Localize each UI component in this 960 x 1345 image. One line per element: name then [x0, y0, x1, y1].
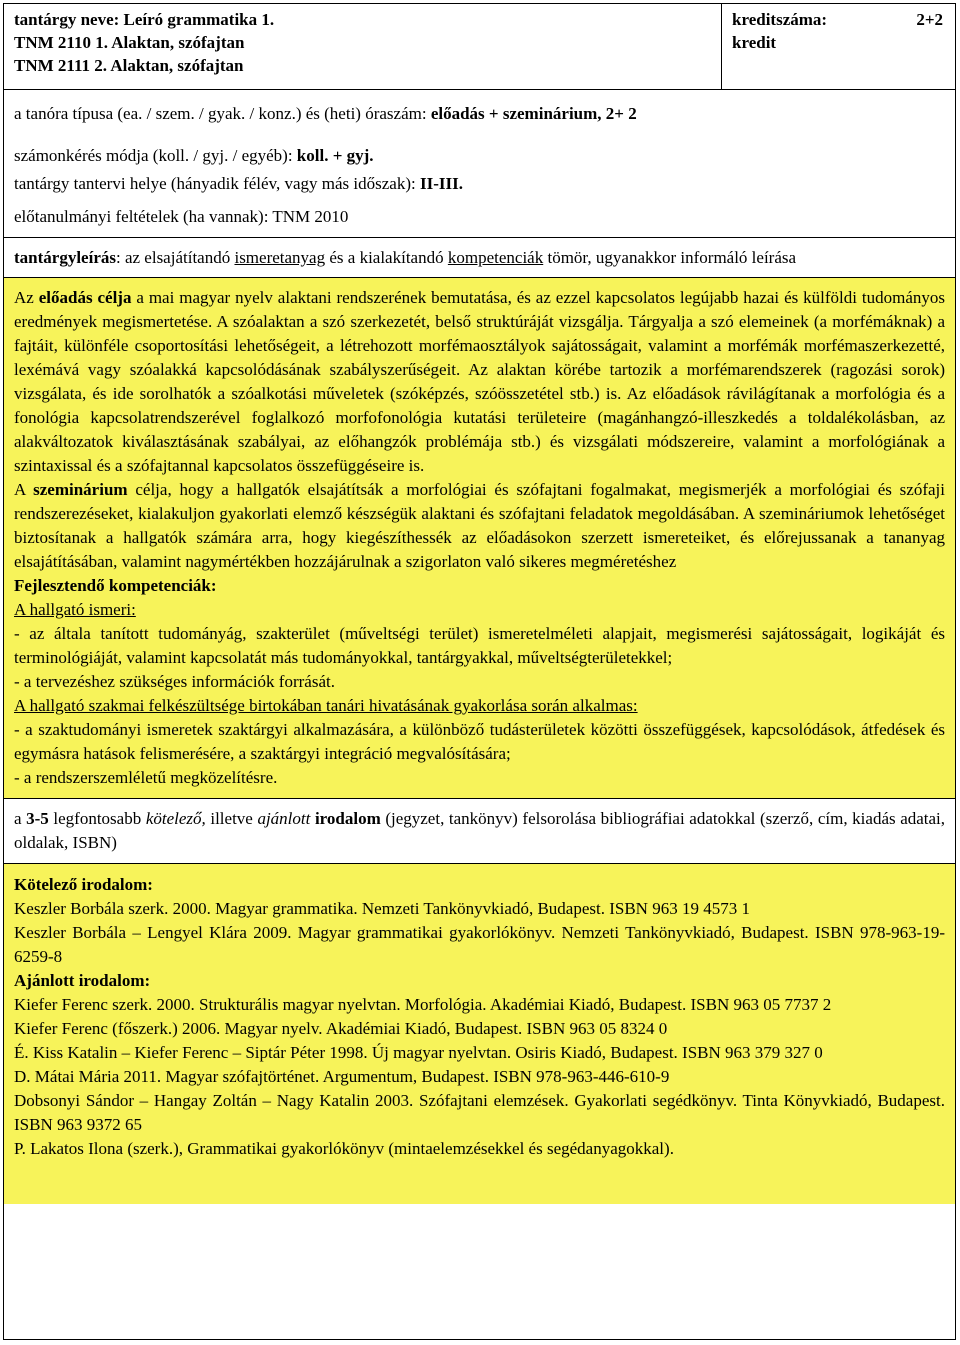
assessment-value: koll. + gyj. — [296, 146, 374, 165]
knows-title — [14, 598, 945, 622]
literature-term: irodalom — [314, 809, 381, 828]
literature-header-text: legfontosabb — [48, 809, 146, 828]
description-header-text: tömör, ugyanakkor informáló leírása — [543, 248, 797, 267]
credit-label-unit: kredit — [732, 33, 777, 52]
skills-title-text: A hallgató szakmai felkészültsége birtokában tanári hivatásának gyakorlása során alkalmas: — [14, 696, 638, 715]
description-header-row — [4, 238, 955, 278]
subject-name: tantárgy neve: Leíró grammatika 1. — [14, 10, 275, 29]
description-header-text: : az elsajátítandó — [115, 248, 235, 267]
credit-cell — [722, 4, 955, 89]
required-title — [14, 873, 945, 897]
recommended-term: ajánlott — [257, 809, 311, 828]
class-type-value: előadás + szeminárium, 2+ 2 — [430, 104, 637, 123]
description-header-bold: tantárgyleírás — [14, 248, 116, 267]
course-code-1: TNM 2110 1. Alaktan, szófajtan — [14, 33, 245, 52]
class-type-row — [4, 90, 955, 134]
skills-title — [14, 694, 945, 718]
literature-header-text: illetve — [205, 809, 258, 828]
required-item: Keszler Borbála szerk. 2000. Magyar grammatika. Nemzeti Tankönyvkiadó, Budapest. ISBN 963 19 4573 1 — [14, 899, 750, 918]
recommended-title-text: Ajánlott irodalom: — [14, 971, 151, 990]
lecture-text: a mai magyar nyelv alaktani rendszerének bemutatása, és az ezzel kapcsolatos legújabb hazai és külföldi tudományos eredmények megismertetése. A szóalaktan a szó szerkezetét, belső struktúráját vizsgálja. Tárgyalja a szó elemeinek (a morfémáknak) a fajtáit, különféle csoportosítási lehetőségeit, a létrehozott morfémaosztályok sajátosságait, valamint a morfémák morfémaszerkezetté, lexémává vagy szóalakká kapcsolódásának szabályszerűségeit. Az alaktan körébe tartozik a morfémarendszerek (ragozási sorok) vizsgálata, és ide sorolhatók a szóalkotási műveletek (szóképzés, szóösszetétel stb.) is. Az előadások rávilágítanak a morfológia és a fonológia kapcsolatrendszerével foglalkozó morfofonológia kutatási területeire (magánhangzó-illeszkedés a toldalékolásban, az alakváltozatok kiválasztásának szabályai, az előhangzók problémája stb.) és vizsgálati módszereire, valamint a morfológiának a szintaxissal és a szófajtannal kapcsolatos összefüggéseire is. — [14, 288, 945, 475]
literature-count: 3-5 — [26, 809, 49, 828]
course-title-cell — [4, 4, 722, 89]
knowledge-term: ismeretanyag — [234, 248, 326, 267]
recommended-item: Kiefer Ferenc szerk. 2000. Strukturális magyar nyelvtan. Morfológia. Akadémiai Kiadó, Budapest. ISBN 963 05 7737 2 — [14, 995, 832, 1014]
seminar-text: célja, hogy a hallgatók elsajátítsák a morfológiai és szófajtani fogalmakat, megismerjék a morfológiai és szófaji rendszerezéseket, kialakuljon gyakorlati elemző készségük alaktani és szófajtani feladatok megoldásában. A szemináriumok lehetőséget biztosítanak a hallgatók számára arra, hogy kiegészíthessék az előadásokon szerzett ismereteiket, és előrejussanak a tananyag elsajátításában, valamint nagymértékben hozzájárulnak a szigorlaton való sikeres megméretéshez — [14, 480, 945, 571]
skills-item-2: - a rendszerszemléletű megközelítésre. — [14, 768, 278, 787]
required-item: Keszler Borbála – Lengyel Klára 2009. Magyar grammatikai gyakorlókönyv. Nemzeti Tankönyvkiadó, Budapest. ISBN 978-963-19-6259-8 — [14, 923, 945, 966]
seminar-term: szeminárium — [33, 480, 128, 499]
course-header — [4, 4, 955, 90]
course-description-form — [3, 3, 956, 1340]
competencies-title-text: Fejlesztendő kompetenciák: — [14, 576, 217, 595]
class-type-label: a tanóra típusa (ea. / szem. / gyak. / konz.) és (heti) óraszám: — [14, 104, 427, 123]
recommended-item: É. Kiss Katalin – Kiefer Ferenc – Siptár Péter 1998. Új magyar nyelvtan. Osiris Kiadó, Budapest. ISBN 963 379 327 0 — [14, 1043, 823, 1062]
knows-item-2: - a tervezéshez szükséges információk forrását. — [14, 672, 335, 691]
recommended-item: Dobsonyi Sándor – Hangay Zoltán – Nagy Katalin 2003. Szófajtani elemzések. Gyakorlati segédkönyv. Tinta Könyvkiadó, Budapest. ISBN 963 9372 65 — [14, 1091, 945, 1134]
literature-header-row — [4, 799, 955, 864]
recommended-item: Kiefer Ferenc (főszerk.) 2006. Magyar nyelv. Akadémiai Kiadó, Budapest. ISBN 963 05 8324 0 — [14, 1019, 668, 1038]
competencies-term: kompetenciák — [447, 248, 544, 267]
lecture-paragraph — [14, 286, 945, 478]
prerequisites-text: előtanulmányi feltételek (ha vannak): TNM 2010 — [14, 207, 349, 226]
skills-item-1: - a szaktudományi ismeretek szaktárgyi alkalmazására, a különböző tudásterületek közötti összefüggések, kapcsolódások, átfedések és egymásra hatások felismerésére, a szaktárgyi integráció megvalósítására; — [14, 720, 945, 763]
recommended-item: P. Lakatos Ilona (szerk.), Grammatikai gyakorlókönyv (mintaelemzésekkel és segédanyagokkal). — [14, 1139, 674, 1158]
course-code-2: TNM 2111 2. Alaktan, szófajtan — [14, 56, 244, 75]
description-header-text: és a kialakítandó — [325, 248, 448, 267]
knows-item-1: - az általa tanított tudományág, szakterület (műveltségi terület) ismeretelméleti alapjait, megismerési sajátosságait, logikáját és terminológiáját, valamint kapcsolatát más tudományokkal, tantárgyakkal, műveltségterületekkel; — [14, 624, 945, 667]
required-term: kötelező, — [145, 809, 206, 828]
competencies-title — [14, 574, 945, 598]
recommended-title — [14, 969, 945, 993]
credit-value: 2+2 — [916, 10, 943, 29]
literature-header-text: (jegyzet, tankönyv) felsorolása bibliográfiai adatokkal (szerző, cím, kiadás adatai, oldalak, ISBN) — [14, 809, 946, 852]
lecture-aim-term: előadás célja — [38, 288, 132, 307]
curriculum-place-value: II-III. — [419, 174, 463, 193]
prerequisites-row — [4, 196, 955, 238]
literature-header-text: a — [14, 809, 27, 828]
lecture-text: Az — [14, 288, 39, 307]
curriculum-place-label: tantárgy tantervi helye (hányadik félév, vagy más időszak): — [14, 174, 416, 193]
curriculum-place-row — [4, 168, 955, 196]
required-title-text: Kötelező irodalom: — [14, 875, 153, 894]
credit-label: kreditszáma: — [732, 10, 828, 29]
recommended-item: D. Mátai Mária 2011. Magyar szófajtörténet. Argumentum, Budapest. ISBN 978-963-446-610-9 — [14, 1067, 670, 1086]
assessment-label: számonkérés módja (koll. / gyj. / egyéb): — [14, 146, 293, 165]
literature-body — [4, 864, 955, 1204]
description-body — [4, 278, 955, 799]
knows-title-text: A hallgató ismeri: — [14, 600, 136, 619]
assessment-row — [4, 134, 955, 168]
seminar-text: A — [14, 480, 34, 499]
seminar-paragraph — [14, 478, 945, 574]
